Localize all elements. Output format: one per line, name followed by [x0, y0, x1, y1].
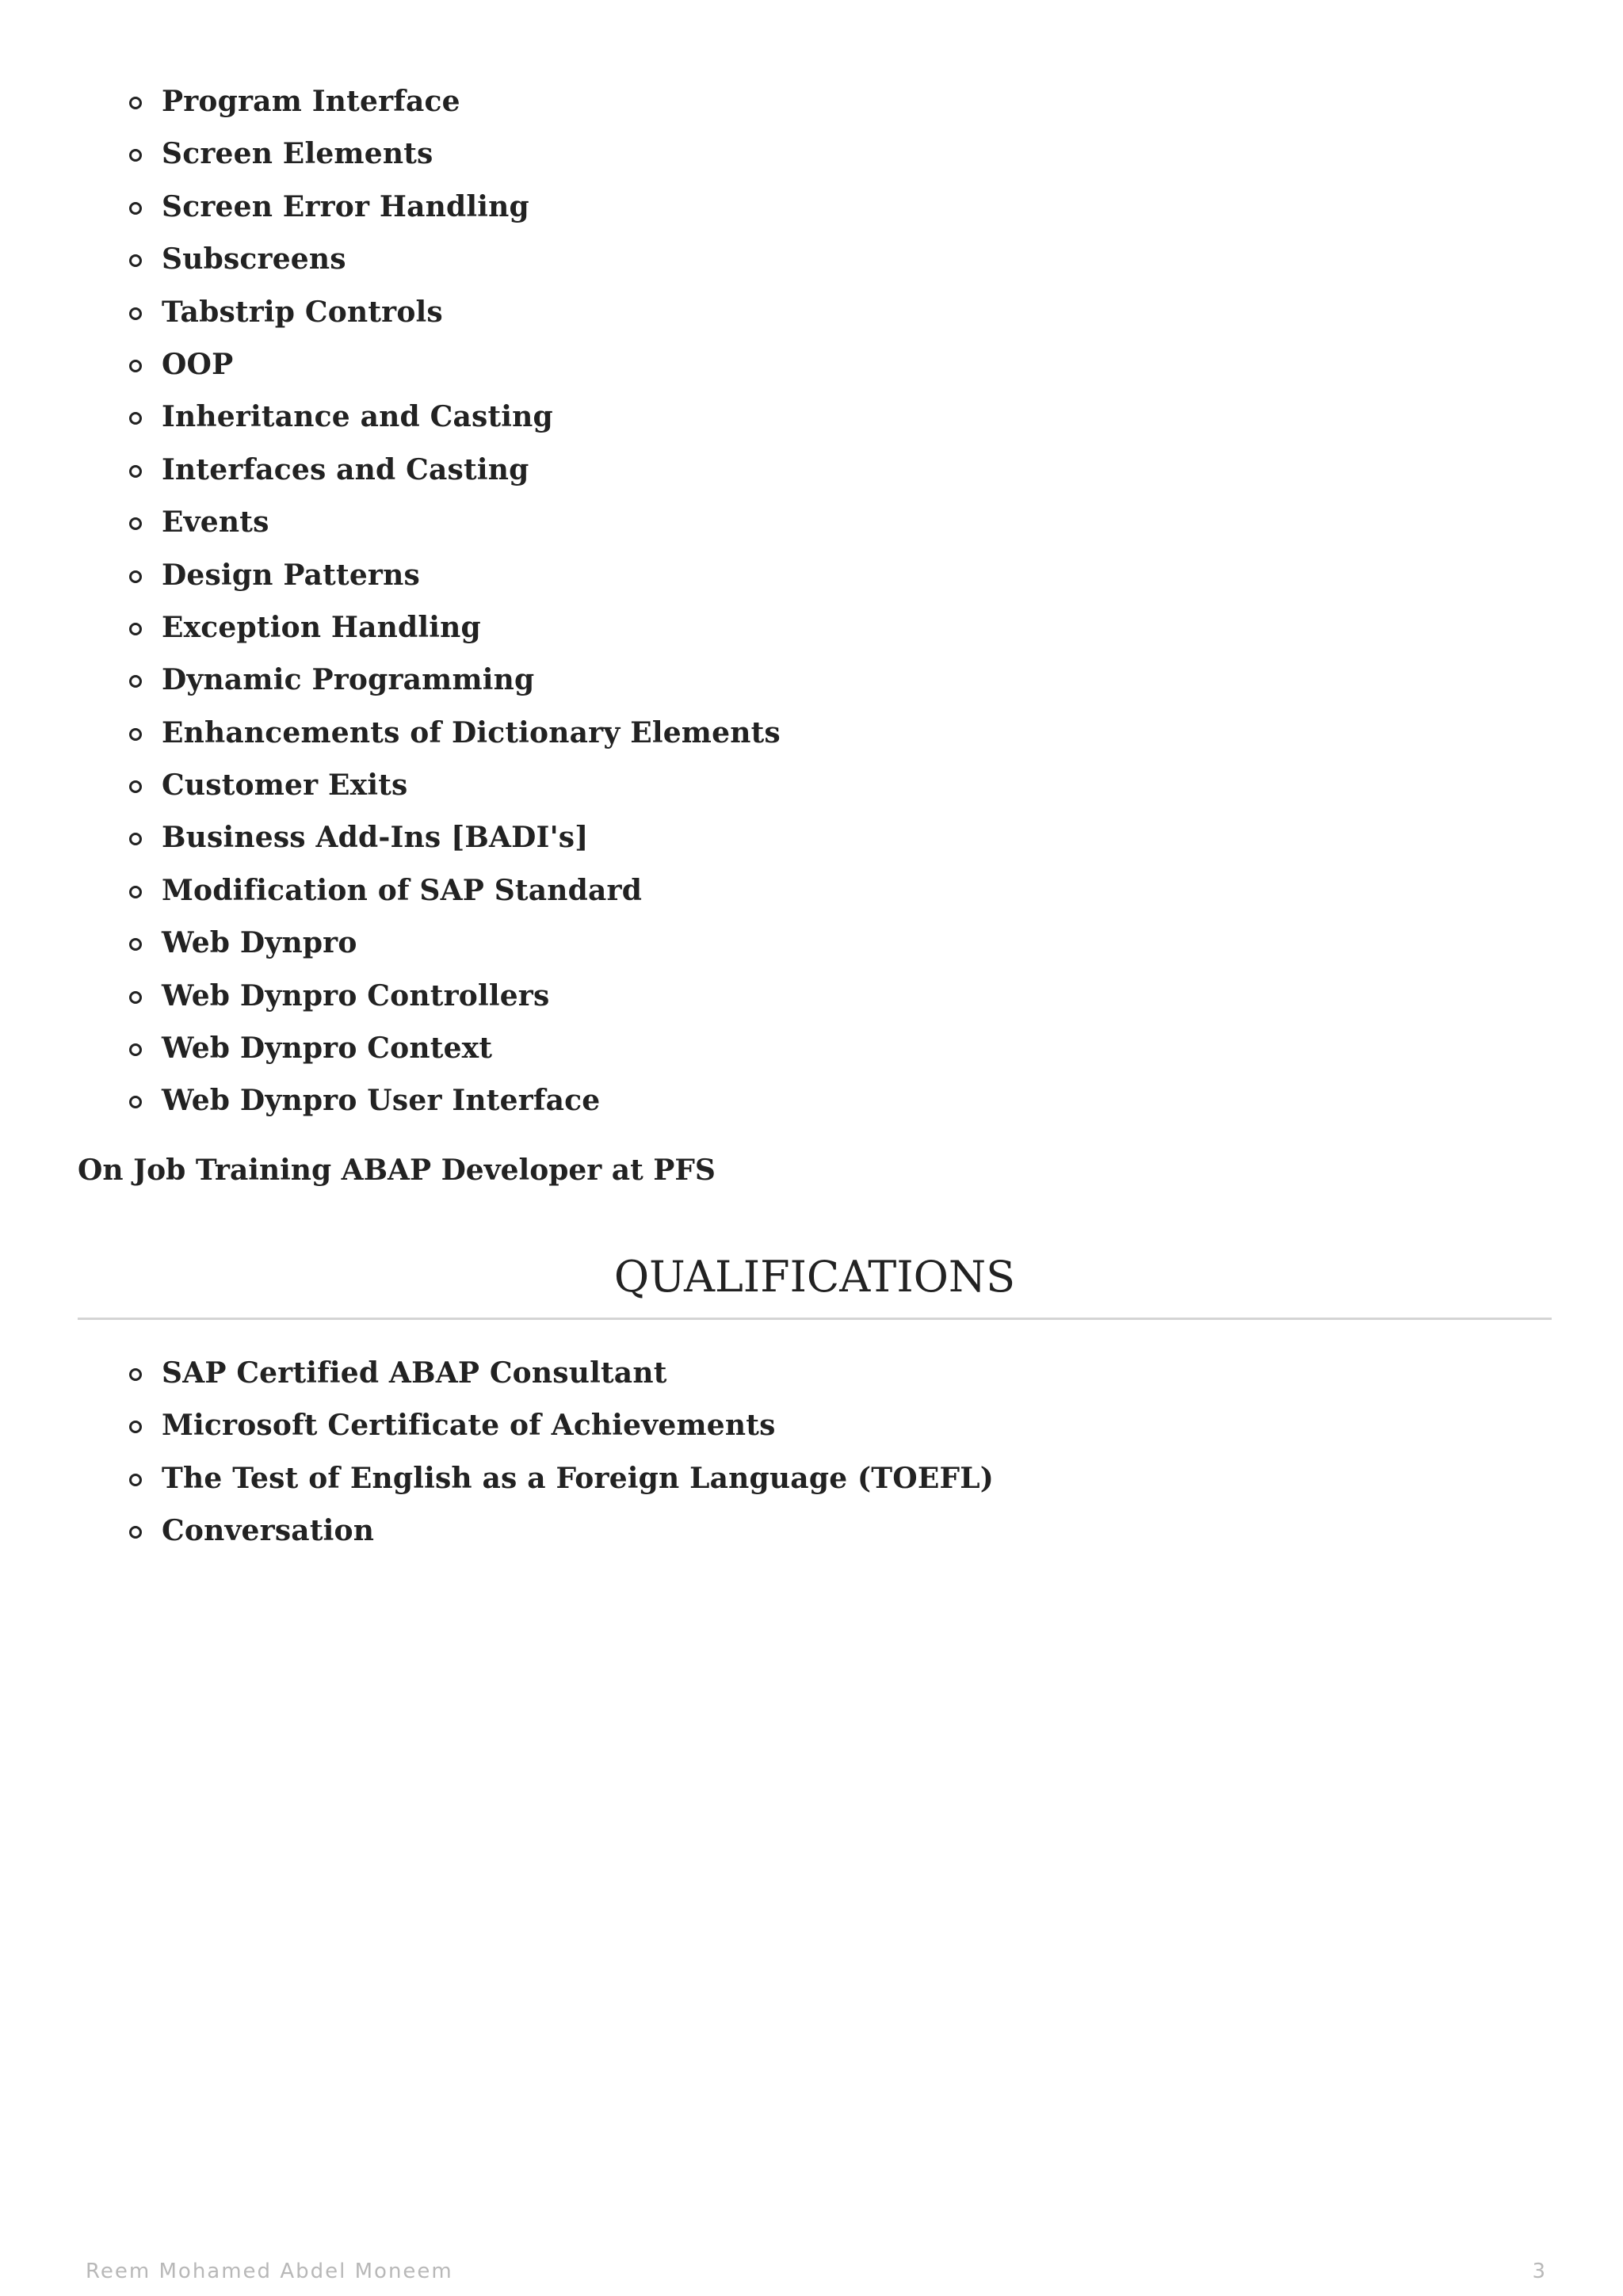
list-item: The Test of English as a Foreign Language (TOEFL): [162, 1452, 994, 1505]
section-divider: [78, 1318, 1552, 1320]
list-item: Conversation: [162, 1505, 994, 1557]
list-item: SAP Certified ABAP Consultant: [162, 1347, 994, 1399]
list-item: Modification of SAP Standard: [162, 864, 781, 917]
footer-author-name: Reem Mohamed Abdel Moneem: [86, 2260, 453, 2283]
list-item: Interfaces and Casting: [162, 444, 781, 496]
list-item: Web Dynpro User Interface: [162, 1074, 781, 1127]
list-item: Business Add-Ins [BADI's]: [162, 811, 781, 864]
list-item: Events: [162, 496, 781, 548]
list-item: Customer Exits: [162, 759, 781, 811]
list-item: Web Dynpro Context: [162, 1022, 781, 1074]
list-item: Dynamic Programming: [162, 654, 781, 706]
training-entry: On Job Training ABAP Developer at PFS: [78, 1154, 716, 1187]
skills-list: [162, 75, 781, 1127]
list-item: Screen Elements: [162, 128, 781, 180]
list-item: Screen Error Handling: [162, 181, 781, 233]
list-item: Microsoft Certificate of Achievements: [162, 1399, 994, 1451]
list-item: Web Dynpro: [162, 917, 781, 969]
qualifications-list: [162, 1347, 994, 1558]
list-item: Subscreens: [162, 233, 781, 285]
list-item: OOP: [162, 338, 781, 391]
list-item: Tabstrip Controls: [162, 286, 781, 338]
list-item: Web Dynpro Controllers: [162, 970, 781, 1022]
list-item: Program Interface: [162, 75, 781, 128]
list-item: Inheritance and Casting: [162, 391, 781, 443]
footer-page-number: 3: [1532, 2260, 1545, 2283]
list-item: Exception Handling: [162, 601, 781, 654]
qualifications-heading: QUALIFICATIONS: [613, 1252, 1016, 1302]
list-item: Enhancements of Dictionary Elements: [162, 707, 781, 759]
list-item: Design Patterns: [162, 549, 781, 601]
